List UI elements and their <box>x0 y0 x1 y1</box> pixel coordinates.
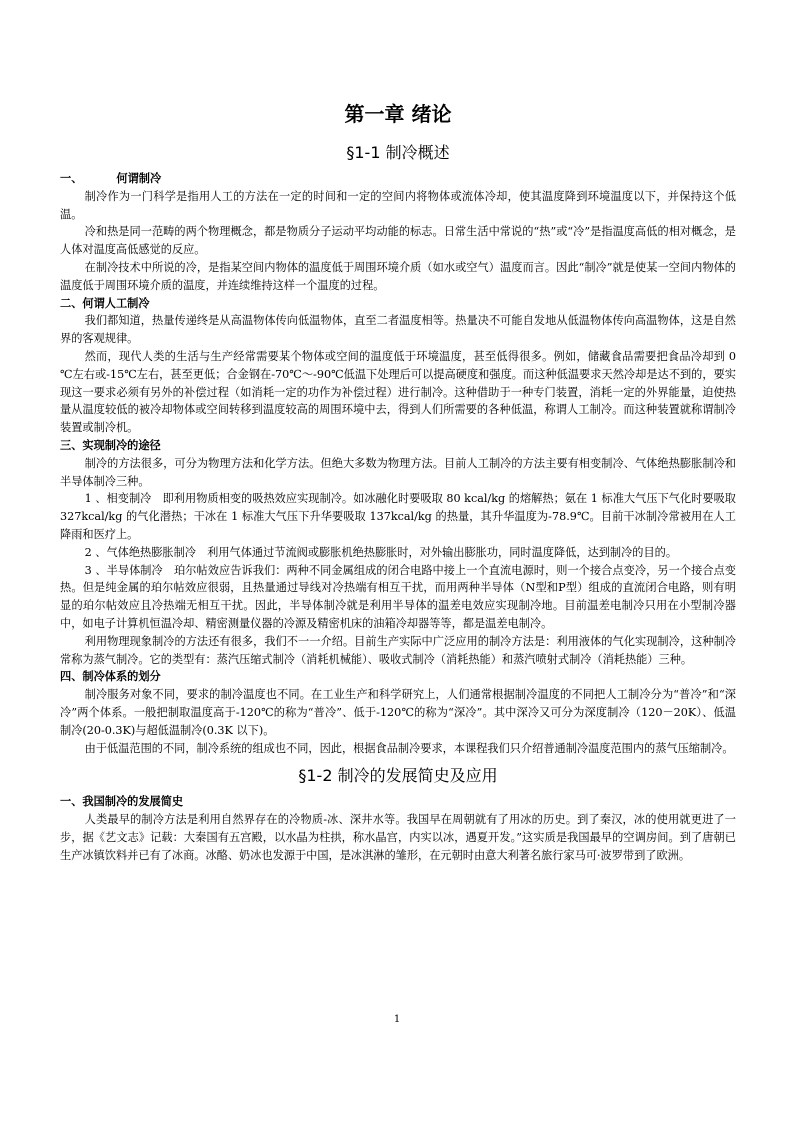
section-2-title: §1-2 制冷的发展简史及应用 <box>298 766 498 786</box>
heading-artificial-refrigeration: 二、何谓人工制冷 <box>60 296 150 310</box>
paragraph: 制冷服务对象不同，要求的制冷温度也不同。在工业生产和科学研究上，人们通常根据制冷温度的不同把人工制冷分为“普冷”和“深冷”两个体系。一般把制取温度高于-120℃的称为“普冷”、低于-120℃的称为“深冷”。其中深冷又可分为深度制冷（120－20K）、低温制冷(20-0.3K)与超低温制冷(0.3K 以下)。 <box>60 688 736 737</box>
paragraph: 我们都知道，热量传递终是从高温物体传向低温物体，直至二者温度相等。热量决不可能自发地从低温物体传向高温物体，这是自然界的客观规律。 <box>60 314 736 346</box>
heading-number: 一、 <box>60 172 83 185</box>
paragraph: 3 、半导体制冷 珀尔帖效应告诉我们：两种不同金属组成的闭合电路中接上一个直流电源时，则一个接合点变冷，另一个接合点变热。但是纯金属的珀尔帖效应很弱，且热量通过导线对冷热端有相互干扰，而用两种半导体（N型和P型）组成的直流闭合电路，则有明显的珀尔帖效应且冷热端无相互干扰。因此，半导体制冷就是利用半导体的温差电效应实现制冷地。目前温差电制冷只用在小型制冷器中，如电子计算机恒温冷却、精密测量仪器的冷源及精密机床的油箱冷却器等等，都是温差电制冷。 <box>60 563 736 630</box>
heading-text: 何谓制冷 <box>116 172 162 185</box>
paragraph: 然而，现代人类的生活与生产经常需要某个物体或空间的温度低于环境温度，甚至低得很多。例如，储藏食品需要把食品冷却到 0 ℃左右或-15℃左右，甚至更低；合金钢在-70℃～-90℃低温下处理后可以提高硬度和强度。而这种低温要求天然冷却是达不到的，要实现这一要求必须有另外的补偿过程（如消耗一定的功作为补偿过程）进行制冷。这种借助于一种专门装置，消耗一定的外界能量，迫使热量从温度较低的被冷却物体或空间转移到温度较高的周围环境中去，得到人们所需要的各种低温，称谓人工制冷。而这种装置就称谓制冷装置或制冷机。 <box>60 349 736 435</box>
chapter-title: 第一章 绪论 <box>344 102 452 126</box>
heading-refrigeration-systems: 四、制冷体系的划分 <box>60 670 161 684</box>
paragraph: 1 、相变制冷 即利用物质相变的吸热效应实现制冷。如冰融化时要吸取 80 kcal/kg 的熔解热；氨在 1 标准大气压下气化时要吸取 327kcal/kg 的气化潜热；干冰在 1 标准大气压下升华要吸取 137kcal/kg 的热量，其升华温度为-78.9℃。目前干冰制冷常被用在人工降雨和医疗上。 <box>60 492 736 541</box>
heading-refrigeration-methods: 三、实现制冷的途径 <box>60 438 161 452</box>
paragraph: 利用物理现象制冷的方法还有很多，我们不一一介绍。目前生产实际中广泛应用的制冷方法是：利用液体的气化实现制冷，这种制冷常称为蒸气制冷。它的类型有：蒸汽压缩式制冷（消耗机械能）、吸收式制冷（消耗热能）和蒸汽喷射式制冷（消耗热能）三种。 <box>60 634 736 666</box>
paragraph: 人类最早的制冷方法是利用自然界存在的冷物质-冰、深井水等。我国早在周朝就有了用冰的历史。到了秦汉，冰的使用就更进了一步，据《艺文志》记载：大秦国有五宫殿，以水晶为柱拱，称水晶宫，内实以冰，遇夏开发。”这实质是我国最早的空调房间。到了唐朝已生产冰镇饮料并已有了冰商。冰酪、奶冰也发源于中国，是冰淇淋的雏形，在元朝时由意大利著名旅行家马可·波罗带到了欧洲。 <box>60 813 736 862</box>
section-1-title: §1-1 制冷概述 <box>346 143 450 162</box>
paragraph: 冷和热是同一范畴的两个物理概念，都是物质分子运动平均动能的标志。日常生活中常说的“热”或“冷”是指温度高低的相对概念，是人体对温度高低感觉的反应。 <box>60 225 736 257</box>
paragraph: 2 、气体绝热膨胀制冷 利用气体通过节流阀或膨胀机绝热膨胀时，对外输出膨胀功，同时温度降低，达到制冷的目的。 <box>84 545 678 559</box>
document-page <box>60 100 736 864</box>
paragraph: 由于低温范围的不同，制冷系统的组成也不同，因此，根据食品制冷要求，本课程我们只介绍普通制冷温度范围内的蒸气压缩制冷。 <box>84 741 734 755</box>
paragraph: 制冷作为一门科学是指用人工的方法在一定的时间和一定的空间内将物体或流体冷却，使其温度降到环境温度以下，并保持这个低温。 <box>60 189 736 221</box>
paragraph: 制冷的方法很多，可分为物理方法和化学方法。但绝大多数为物理方法。目前人工制冷的方法主要有相变制冷、气体绝热膨胀制冷和半导体制冷三种。 <box>60 456 736 488</box>
heading-what-is-refrigeration <box>60 170 736 188</box>
page-number: 1 <box>393 1014 401 1025</box>
heading-china-history: 一、我国制冷的发展简史 <box>60 795 184 809</box>
paragraph: 在制冷技术中所说的冷，是指某空间内物体的温度低于周围环境介质（如水或空气）温度而言。因此“制冷”就是使某一空间内物体的温度低于周围环境介质的温度，并连续维持这样一个温度的过程。 <box>60 260 736 292</box>
